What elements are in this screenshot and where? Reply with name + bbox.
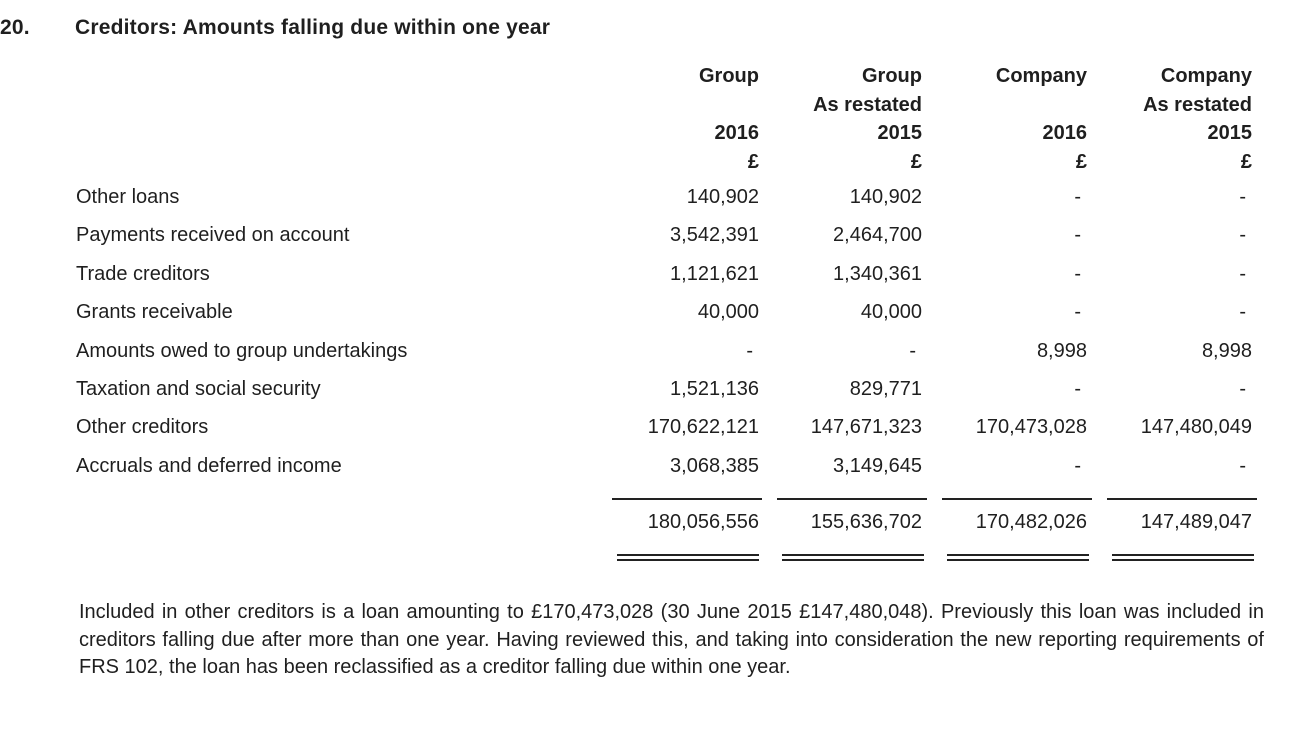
column-header-company-2015 [1143, 62, 1252, 176]
table-row [0, 340, 1297, 378]
cell-company-2015: - [1239, 186, 1246, 208]
cell-company-2015: 8,998 [1201, 339, 1252, 362]
cell-company-2016: - [1074, 377, 1081, 400]
totals-row [0, 511, 1297, 541]
cell-company-2016: - [1074, 224, 1081, 247]
row-label: Amounts owed to group undertakings [76, 339, 408, 362]
cell-group-2016: 1,521,136 [670, 377, 759, 400]
table-row [0, 455, 1297, 493]
cell-group-2016: 3,068,385 [670, 454, 759, 477]
total-double-rule [782, 554, 924, 561]
cell-company-2016: - [1074, 186, 1081, 208]
cell-company-2015: - [1239, 262, 1246, 285]
column-header-year: 2015 [877, 122, 922, 144]
column-header-group-2015 [813, 62, 922, 176]
column-header-currency: £ [1240, 150, 1252, 173]
row-label: Accruals and deferred income [76, 454, 342, 477]
table-row [0, 263, 1297, 301]
cell-group-2016: 170,622,121 [647, 416, 759, 439]
creditors-table [0, 186, 1297, 493]
cell-company-2016: - [1074, 301, 1081, 324]
cell-group-2015: - [909, 339, 916, 362]
cell-company-2016: - [1074, 454, 1081, 477]
table-row [0, 378, 1297, 416]
row-label: Taxation and social security [76, 377, 321, 400]
subtotal-rule [612, 498, 762, 500]
column-header-currency: £ [1075, 150, 1087, 173]
table-row [0, 301, 1297, 339]
column-header-line2: As restated [813, 93, 922, 116]
cell-group-2015: 829,771 [849, 377, 922, 400]
cell-group-2015: 147,671,323 [810, 416, 922, 439]
row-label: Trade creditors [76, 262, 210, 285]
cell-group-2016: - [746, 339, 753, 362]
cell-company-2015: 147,480,049 [1140, 416, 1252, 439]
column-header-line1: Group [862, 65, 922, 87]
column-header-year: 2016 [714, 122, 759, 144]
note-number: 20. [0, 16, 30, 39]
total-company-2016: 170,482,026 [975, 511, 1087, 533]
column-header-company-2016 [996, 62, 1087, 176]
cell-group-2015: 2,464,700 [833, 224, 922, 247]
total-company-2015: 147,489,047 [1140, 511, 1252, 533]
column-header-line2 [996, 91, 1087, 120]
row-label: Grants receivable [76, 301, 233, 324]
cell-company-2015: - [1239, 301, 1246, 324]
cell-company-2016: - [1074, 262, 1081, 285]
cell-company-2015: - [1239, 224, 1246, 247]
total-double-rule [1112, 554, 1254, 561]
subtotal-rule [942, 498, 1092, 500]
column-header-group-2016 [699, 62, 759, 176]
column-header-line1: Group [699, 65, 759, 87]
row-label: Other creditors [76, 416, 209, 439]
column-header-year: 2016 [1042, 122, 1087, 144]
row-label: Other loans [76, 186, 180, 208]
cell-company-2016: 8,998 [1036, 339, 1087, 362]
column-header-line1: Company [995, 65, 1087, 87]
total-double-rule [947, 554, 1089, 561]
cell-group-2016: 140,902 [686, 186, 759, 208]
explanatory-note: Included in other creditors is a loan amounting to £170,473,028 (30 June 2015 £147,480,048). Previously this loan was included in creditors falling due after more than one year. Having reviewed this, and taking into consideration the new reporting requirements of FRS 102, the loan has been reclassified as a creditor falling due within one year. [79, 601, 1264, 678]
column-header-currency: £ [747, 150, 759, 173]
note-title: Creditors: Amounts falling due within one year [75, 16, 551, 39]
subtotal-rule [777, 498, 927, 500]
total-group-2016: 180,056,556 [647, 511, 759, 533]
column-header-line2 [699, 91, 759, 120]
cell-group-2016: 1,121,621 [670, 262, 759, 285]
cell-company-2015: - [1239, 454, 1246, 477]
table-row [0, 416, 1297, 454]
cell-company-2016: 170,473,028 [975, 416, 1087, 439]
total-double-rule [617, 554, 759, 561]
cell-group-2015: 140,902 [849, 186, 922, 208]
column-header-year: 2015 [1207, 122, 1252, 144]
row-label: Payments received on account [76, 224, 350, 247]
cell-group-2015: 40,000 [860, 301, 922, 324]
column-header-currency: £ [910, 150, 922, 173]
table-row [0, 224, 1297, 262]
cell-group-2015: 3,149,645 [833, 454, 922, 477]
cell-group-2016: 40,000 [697, 301, 759, 324]
cell-group-2016: 3,542,391 [670, 224, 759, 247]
total-group-2015: 155,636,702 [810, 511, 922, 533]
cell-company-2015: - [1239, 377, 1246, 400]
column-header-line1: Company [1160, 65, 1252, 87]
cell-group-2015: 1,340,361 [833, 262, 922, 285]
subtotal-rule [1107, 498, 1257, 500]
table-row [0, 186, 1297, 224]
column-header-line2: As restated [1143, 93, 1252, 116]
